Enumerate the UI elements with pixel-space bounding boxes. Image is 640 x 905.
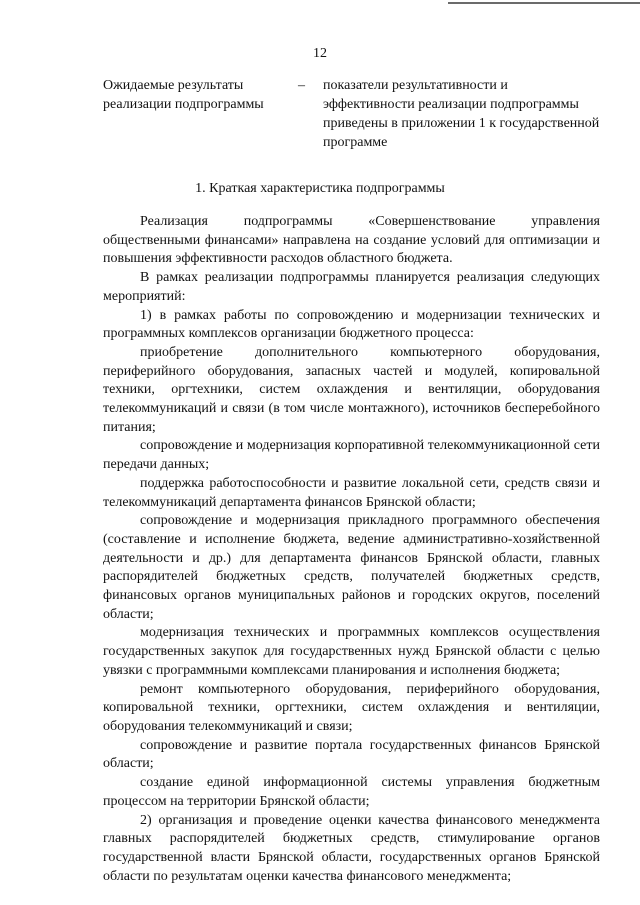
paragraph: сопровождение и модернизация корпоративной телекоммуникационной сети передачи данных; <box>103 438 600 473</box>
scan-edge-line <box>448 2 640 4</box>
body-text <box>103 213 600 886</box>
paragraph: создание единой информационной системы управления бюджетным процессом на территории Брянской области; <box>103 775 600 809</box>
expected-results-value: показатели результативности и эффективности реализации подпрограммы приведены в приложении 1 к государственной программе <box>323 78 600 150</box>
section-title: 1. Краткая характеристика подпрограммы <box>195 181 445 196</box>
expected-results-label: Ожидаемые результаты реализации подпрограммы <box>103 78 264 112</box>
paragraph: Реализация подпрограммы «Совершенствование управления общественными финансами» направлена на создание условий для оптимизации и повышения эффективности расходов областного бюджета. <box>103 214 600 267</box>
paragraph: приобретение дополнительного компьютерного оборудования, периферийного оборудования, запасных частей и модулей, копировальной техники, оргтехники, систем охлаждения и вентиляции, оборудования телекоммуникаций и связи (в том числе монтажного), источников бесперебойного питания; <box>103 344 600 435</box>
paragraph: сопровождение и модернизация прикладного программного обеспечения (составление и исполнение бюджета, ведение административно-хозяйственной деятельности и др.) для департамента финансов Брянской области, главных распорядителей бюджетных средств, получателей бюджетных средств, финансовых органов муниципальных районов и городских округов, поселений области; <box>103 513 600 622</box>
paragraph: поддержка работоспособности и развитие локальной сети, средств связи и телекоммуникаций департамента финансов Брянской области; <box>103 475 600 510</box>
paragraph: модернизация технических и программных комплексов осуществления государственных закупок для государственных нужд Брянской области с целью увязки с программными комплексами планирования и исполнения бюджета; <box>103 625 600 678</box>
page-number: 12 <box>313 46 327 61</box>
paragraph: В рамках реализации подпрограммы планируется реализация следующих мероприятий: <box>103 270 600 304</box>
paragraph: ремонт компьютерного оборудования, периферийного оборудования, копировальной техники, оргтехники, систем охлаждения и вентиляции, оборудования телекоммуникаций и связи; <box>103 681 600 734</box>
paragraph: 1) в рамках работы по сопровождению и модернизации технических и программных комплексов организации бюджетного процесса: <box>103 307 600 342</box>
paragraph: сопровождение и развитие портала государственных финансов Брянской области; <box>103 737 600 772</box>
expected-results-dash: – <box>298 78 305 93</box>
paragraph: 2) организация и проведение оценки качества финансового менеджмента главных распорядителей бюджетных средств, стимулирование органов государственной власти Брянской области, государственных органов Брянской области по результатам оценки качества финансового менеджмента; <box>103 812 600 884</box>
